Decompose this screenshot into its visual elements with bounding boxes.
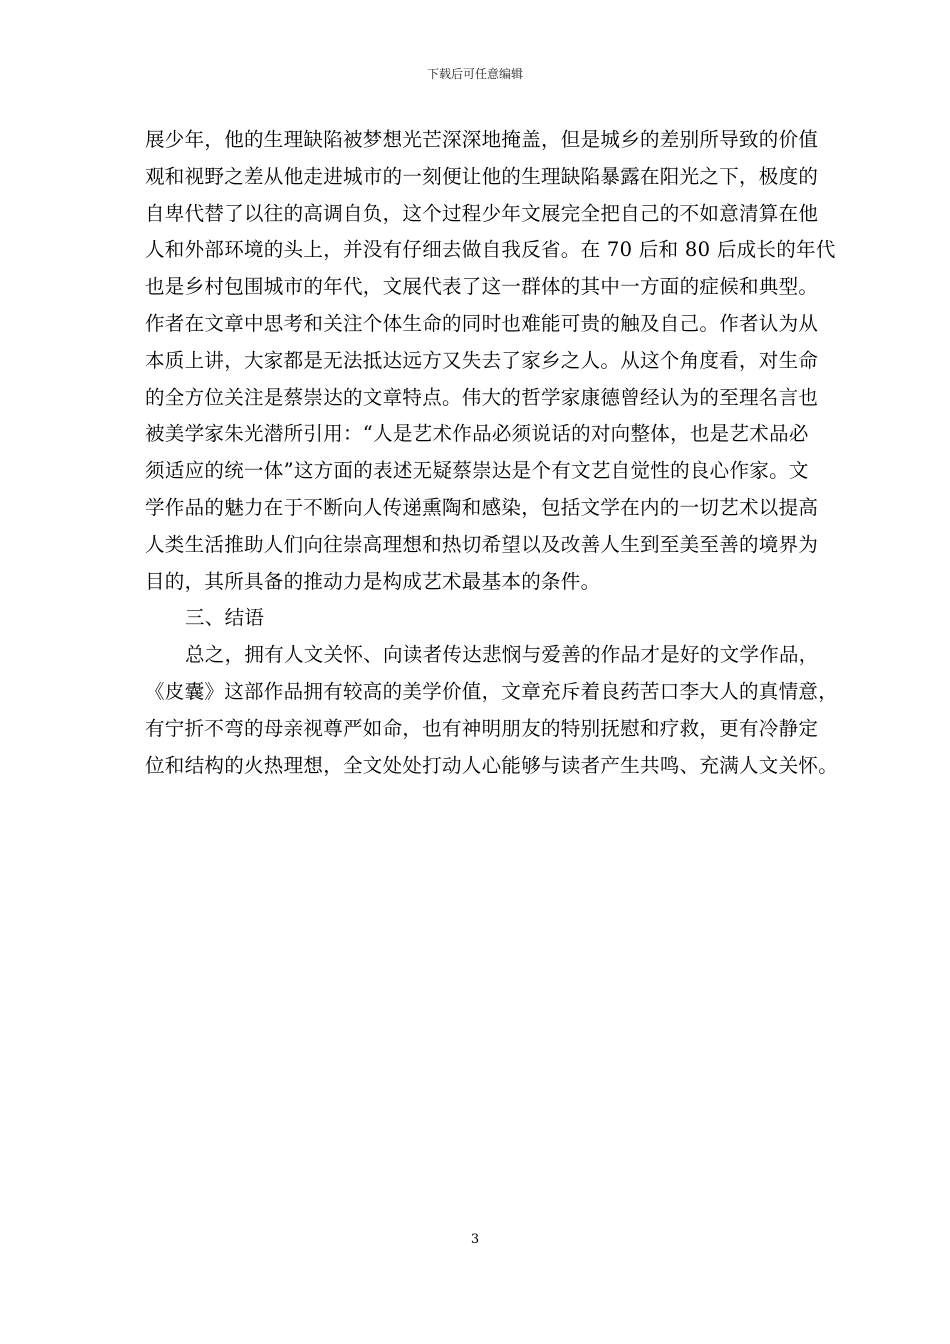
- body-line: 学作品的魅力在于不断向人传递熏陶和感染，包括文学在内的一切艺术以提高: [145, 495, 819, 519]
- body-line: 展少年，他的生理缺陷被梦想光芒深深地掩盖，但是城乡的差别所导致的价值: [145, 128, 819, 151]
- body-line: 自卑代替了以往的高调自负，这个过程少年文展完全把自己的不如意清算在他: [145, 201, 819, 225]
- page-header: 下载后可任意编辑: [426, 67, 523, 81]
- page-number: 3: [470, 1232, 480, 1247]
- body-line: 本质上讲，大家都是无法抵达远方又失去了家乡之人。从这个角度看，对生命: [145, 348, 819, 372]
- section-heading: 三、结语: [185, 606, 265, 630]
- body-line: 有宁折不弯的母亲视尊严如命，也有神明朋友的特别抚慰和疗救，更有冷静定: [145, 716, 819, 740]
- body-line: 须适应的统一体”这方面的表述无疑蔡崇达是个有文艺自觉性的良心作家。文: [145, 459, 809, 483]
- body-line: 总之，拥有人文关怀、向读者传达悲悯与爱善的作品才是好的文学作品，: [185, 643, 819, 667]
- body-line: 的全方位关注是蔡崇达的文章特点。伟大的哲学家康德曾经认为的至理名言也: [145, 385, 819, 409]
- body-line: 人类生活推助人们向往崇高理想和热切希望以及改善人生到至美至善的境界为: [145, 532, 819, 556]
- body-line: 位和结构的火热理想，全文处处打动人心能够与读者产生共鸣、充满人文关怀。: [145, 753, 839, 777]
- body-line: 目的，其所具备的推动力是构成艺术最基本的条件。: [145, 569, 601, 593]
- body-line: 《皮囊》这部作品拥有较高的美学价值，文章充斥着良药苦口李大人的真情意，: [145, 679, 839, 703]
- body-line: 观和视野之差从他走进城市的一刻便让他的生理缺陷暴露在阳光之下，极度的: [145, 164, 819, 188]
- body-line: 也是乡村包围城市的年代，文展代表了这一群体的其中一方面的症候和典型。: [145, 275, 819, 299]
- body-line: 人和外部环境的头上，并没有仔细去做自我反省。在 70 后和 80 后成长的年代: [145, 238, 836, 262]
- body-text: [145, 122, 845, 784]
- body-line: 作者在文章中思考和关注个体生命的同时也难能可贵的触及自己。作者认为从: [145, 311, 819, 335]
- body-line: 被美学家朱光潜所引用：“人是艺术作品必须说话的对向整体，也是艺术品必: [145, 422, 809, 446]
